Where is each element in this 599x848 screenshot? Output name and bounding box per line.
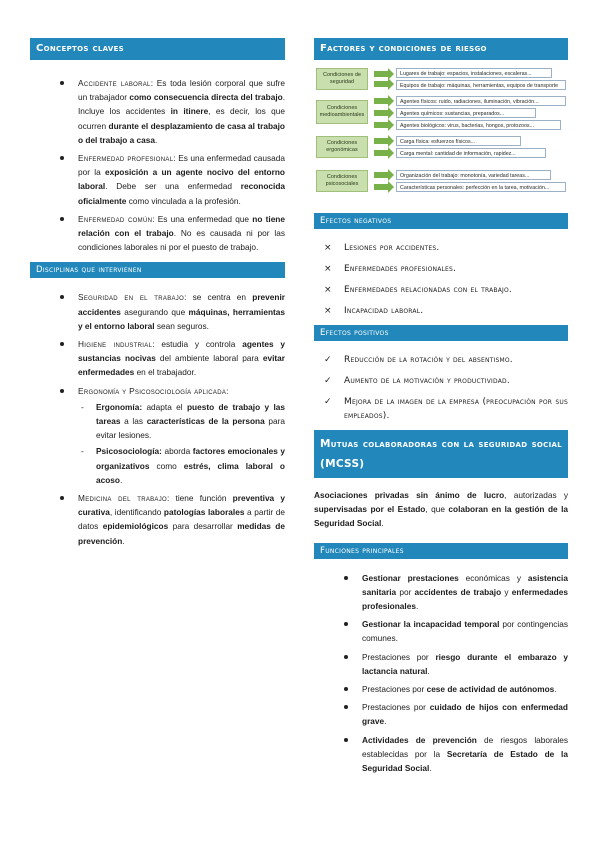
list-item: Ergonomía y Psicosociología aplicada: - Ergonomía: adapta el puesto de trabajo y las tareas a las características de la persona para evitar lesiones. - Psicosociología: aborda factores emocionales y organizativos como estrés, clima laboral o acoso. [30, 384, 285, 487]
arrow-icon [374, 81, 388, 87]
risk-conditions-diagram [314, 66, 568, 201]
sub-list-item: - Ergonomía: adapta el puesto de trabajo y las tareas a las características de la persona para evitar lesiones. [78, 400, 285, 443]
list-item: Enfermedad común: Es una enfermedad que no tiene relación con el trabajo. No es causada ni por las condiciones laborales ni por el puesto de trabajo. [30, 212, 285, 255]
negativos-list [314, 241, 568, 318]
mutuas-description: Asociaciones privadas sin ánimo de lucro, autorizadas y supervisadas por el Estado, que colaboran en la gestión de la Seguridad Social. [314, 490, 568, 529]
list-item: Gestionar prestaciones económicas y asistencia sanitaria por accidentes de trabajo y enfermedades profesionales. [314, 571, 568, 614]
arrow-icon [374, 110, 388, 116]
section-header-funciones: Funciones principales [314, 543, 568, 559]
section-header-positivos: Efectos positivos [314, 325, 568, 341]
section-header-factores: Factores y condiciones de riesgo [314, 38, 568, 60]
disciplinas-list [30, 290, 285, 547]
list-item: Seguridad en el trabajo: se centra en prevenir accidentes asegurando que máquinas, herramientas y el entorno laboral sean seguros. [30, 290, 285, 333]
section-header-conceptos: Conceptos claves [30, 38, 285, 60]
left-column [30, 38, 285, 552]
list-item: ✓ Mejora de la imagen de la empresa (preocupación por sus empleados). [324, 397, 568, 421]
condition-item: Equipos de trabajo: máquinas, herramientas, equipos de transporte [396, 80, 566, 90]
condition-item: Carga mental: cantidad de información, rapidez... [396, 148, 546, 158]
arrow-icon [374, 172, 388, 178]
list-item: Actividades de prevención de riesgos laborales establecidas por la Secretaría de Estado de la Seguridad Social. [314, 733, 568, 776]
funciones-list [314, 571, 568, 776]
list-item: Prestaciones por cuidado de hijos con enfermedad grave. [314, 700, 568, 728]
category-box-ergonomicas: Condiciones ergonómicas [316, 136, 368, 158]
cross-icon: × [324, 306, 332, 316]
list-item: Accidente laboral: Es toda lesión corporal que sufre un trabajador como consecuencia directa del trabajo. Incluye los accidentes in itinere, es decir, los que ocurren durante el desplazamiento de casa al trabajo o del trabajo a casa. [30, 76, 285, 147]
sub-list-item: - Psicosociología: aborda factores emocionales y organizativos como estrés, clima laboral o acoso. [78, 444, 285, 487]
list-item: ✓ Aumento de la motivación y productividad. [324, 376, 510, 386]
list-item: Gestionar la incapacidad temporal por contingencias comunes. [314, 617, 568, 645]
condition-item: Agentes químicos: sustancias, preparados... [396, 108, 536, 118]
cross-icon: × [324, 285, 332, 295]
check-icon: ✓ [324, 397, 332, 407]
condition-item: Organización del trabajo: monotonía, variedad tareas... [396, 170, 551, 180]
condition-item: Agentes biológicos: virus, bacterias, hongos, protozoos... [396, 120, 561, 130]
arrow-icon [374, 150, 388, 156]
list-item: Enfermedad profesional: Es una enfermedad causada por la exposición a un agente nocivo del entorno laboral. Debe ser una enfermedad reconocida oficialmente como vinculada a la profesión. [30, 151, 285, 208]
list-item: Higiene industrial: estudia y controla agentes y sustancias nocivas del ambiente laboral para evitar enfermedades en el trabajador. [30, 337, 285, 380]
list-item: × Incapacidad laboral. [324, 306, 424, 316]
cross-icon: × [324, 243, 332, 253]
category-box-seguridad: Condiciones de seguridad [316, 68, 368, 90]
list-item: × Enfermedades profesionales. [324, 264, 457, 274]
check-icon: ✓ [324, 355, 332, 365]
condition-item: Lugares de trabajo: espacios, instalaciones, escaleras... [396, 68, 552, 78]
list-item: × Lesiones por accidentes. [324, 243, 440, 253]
list-item: Medicina del trabajo: tiene función preventiva y curativa, identificando patologías laborales a partir de datos epidemiológicos para desarrollar medidas de prevención. [30, 491, 285, 548]
list-item: Prestaciones por riesgo durante el embarazo y lactancia natural. [314, 650, 568, 678]
category-box-medioambientales: Condiciones medioambientales [316, 100, 368, 124]
arrow-icon [374, 122, 388, 128]
condition-item: Carga física: esfuerzos físicos... [396, 136, 521, 146]
arrow-icon [374, 138, 388, 144]
section-header-disciplinas: Disciplinas que intervienen [30, 262, 285, 278]
arrow-icon [374, 71, 388, 77]
list-item: Prestaciones por cese de actividad de autónomos. [314, 682, 568, 696]
check-icon: ✓ [324, 376, 332, 386]
conceptos-list [30, 76, 285, 254]
positivos-list [314, 353, 568, 423]
condition-item: Características personales: perfección en la tarea, motivación... [396, 182, 566, 192]
condition-item: Agentes físicos: ruido, radiaciones, iluminación, vibración... [396, 96, 566, 106]
cross-icon: × [324, 264, 332, 274]
arrow-icon [374, 184, 388, 190]
arrow-icon [374, 98, 388, 104]
list-item: × Enfermedades relacionadas con el trabajo. [324, 285, 512, 295]
ergonomia-sublist [78, 400, 285, 487]
section-header-negativos: Efectos negativos [314, 213, 568, 229]
right-column [314, 38, 568, 779]
section-header-mutuas: Mutuas colaboradoras con la seguridad social (MCSS) [314, 430, 568, 478]
category-box-psicosociales: Condiciones psicosociales [316, 170, 368, 192]
list-item: ✓ Reducción de la rotación y del absentismo. [324, 355, 513, 365]
